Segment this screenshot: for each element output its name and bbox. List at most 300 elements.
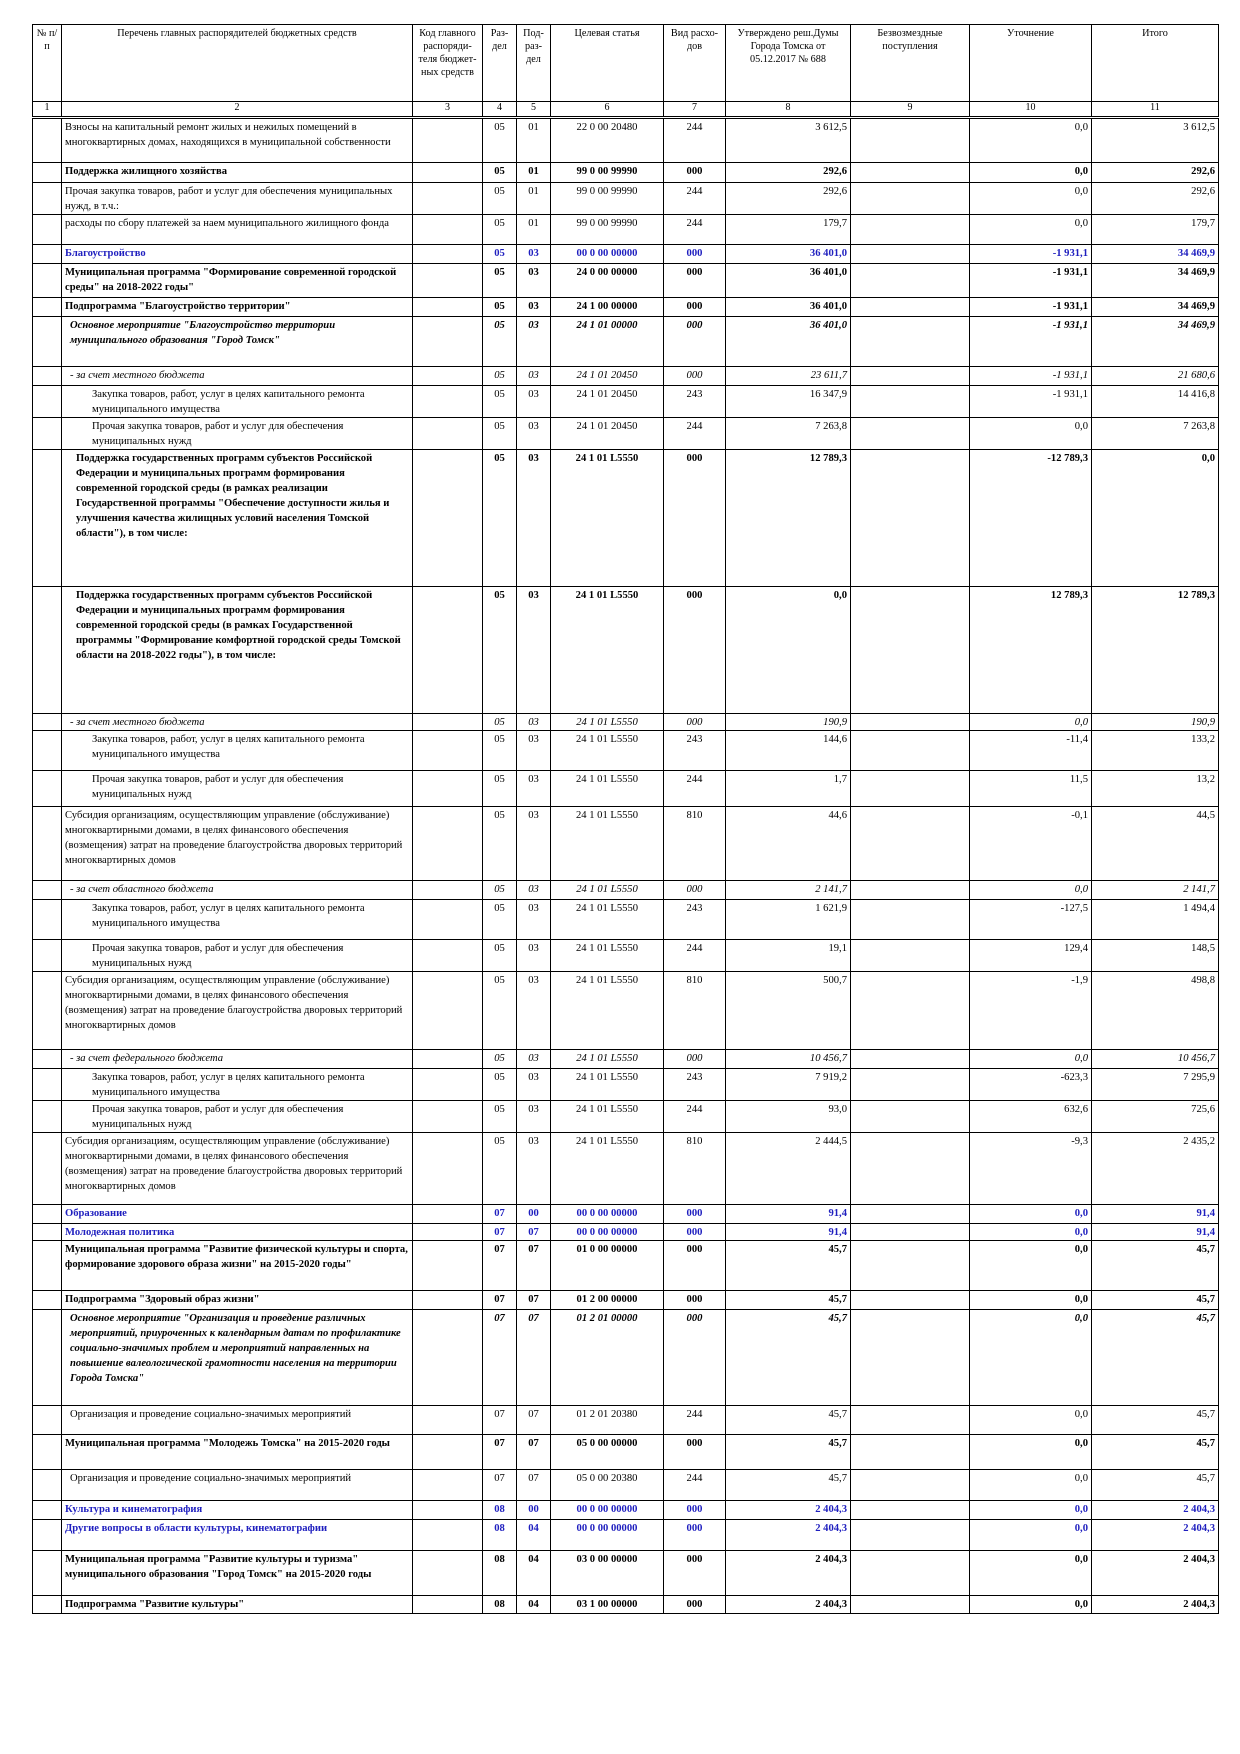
row-type-cell: 000 [664, 245, 726, 264]
row-approved-cell: 179,7 [726, 215, 851, 245]
row-type-cell: 000 [664, 1520, 726, 1551]
row-num-cell [33, 163, 62, 183]
row-target-cell: 24 1 01 L5550 [551, 900, 664, 940]
row-podrazdel-cell: 03 [517, 714, 551, 731]
col-header-razdel: Раз-дел [483, 25, 517, 102]
row-grants-cell [851, 183, 970, 215]
row-num-cell [33, 1435, 62, 1470]
row-adjust-cell: 632,6 [970, 1101, 1092, 1133]
row-total-cell: 45,7 [1092, 1310, 1219, 1406]
row-approved-cell: 36 401,0 [726, 298, 851, 317]
row-grants-cell [851, 245, 970, 264]
row-podrazdel-cell: 01 [517, 118, 551, 163]
row-total-cell: 292,6 [1092, 183, 1219, 215]
row-total-cell: 133,2 [1092, 731, 1219, 771]
row-razdel-cell: 05 [483, 264, 517, 298]
row-num-cell [33, 771, 62, 807]
row-adjust-cell: -623,3 [970, 1069, 1092, 1101]
row-approved-cell: 3 612,5 [726, 118, 851, 163]
row-code-cell [413, 1050, 483, 1069]
row-approved-cell: 144,6 [726, 731, 851, 771]
row-type-cell: 000 [664, 367, 726, 386]
row-code-cell [413, 264, 483, 298]
row-adjust-cell: 0,0 [970, 1241, 1092, 1291]
row-name-cell: Прочая закупка товаров, работ и услуг для обеспечения муниципальных нужд [62, 1101, 413, 1133]
row-adjust-cell: -1 931,1 [970, 367, 1092, 386]
row-grants-cell [851, 450, 970, 587]
row-type-cell: 000 [664, 587, 726, 714]
row-approved-cell: 10 456,7 [726, 1050, 851, 1069]
table-row [33, 163, 1219, 183]
row-name-cell: Закупка товаров, работ, услуг в целях капитального ремонта муниципального имущества [62, 1069, 413, 1101]
row-target-cell: 24 1 01 20450 [551, 386, 664, 418]
row-target-cell: 99 0 00 99990 [551, 163, 664, 183]
table-row [33, 940, 1219, 972]
row-approved-cell: 12 789,3 [726, 450, 851, 587]
row-num-cell [33, 714, 62, 731]
row-podrazdel-cell: 03 [517, 1050, 551, 1069]
row-razdel-cell: 07 [483, 1291, 517, 1310]
row-total-cell: 34 469,9 [1092, 298, 1219, 317]
row-code-cell [413, 587, 483, 714]
row-num-cell [33, 450, 62, 587]
table-row [33, 1101, 1219, 1133]
table-row [33, 1470, 1219, 1501]
row-total-cell: 45,7 [1092, 1241, 1219, 1291]
row-code-cell [413, 1133, 483, 1205]
row-total-cell: 13,2 [1092, 771, 1219, 807]
row-num-cell [33, 386, 62, 418]
row-razdel-cell: 05 [483, 450, 517, 587]
row-type-cell: 000 [664, 298, 726, 317]
row-grants-cell [851, 1520, 970, 1551]
row-adjust-cell: -11,4 [970, 731, 1092, 771]
col-number: 4 [483, 102, 517, 118]
row-approved-cell: 2 404,3 [726, 1596, 851, 1614]
row-approved-cell: 36 401,0 [726, 317, 851, 367]
row-approved-cell: 1 621,9 [726, 900, 851, 940]
row-razdel-cell: 05 [483, 418, 517, 450]
row-adjust-cell: 0,0 [970, 1551, 1092, 1596]
row-approved-cell: 1,7 [726, 771, 851, 807]
budget-table [32, 24, 1219, 1614]
row-name-cell: Подпрограмма "Развитие культуры" [62, 1596, 413, 1614]
row-name-cell: Культура и кинематография [62, 1501, 413, 1520]
row-grants-cell [851, 1050, 970, 1069]
row-code-cell [413, 1596, 483, 1614]
row-num-cell [33, 807, 62, 881]
row-adjust-cell: 0,0 [970, 1291, 1092, 1310]
row-podrazdel-cell: 04 [517, 1551, 551, 1596]
row-approved-cell: 16 347,9 [726, 386, 851, 418]
row-razdel-cell: 05 [483, 972, 517, 1050]
row-type-cell: 244 [664, 1470, 726, 1501]
row-type-cell: 000 [664, 881, 726, 900]
row-grants-cell [851, 900, 970, 940]
table-row [33, 386, 1219, 418]
row-name-cell: Субсидия организациям, осуществляющим управление (обслуживание) многоквартирными домами, в целях финансового обеспечения (возмещения) затрат на проведение благоустройства дворовых территорий многоквартирных домов [62, 972, 413, 1050]
table-row [33, 1551, 1219, 1596]
row-type-cell: 000 [664, 1241, 726, 1291]
row-code-cell [413, 367, 483, 386]
row-code-cell [413, 1520, 483, 1551]
row-podrazdel-cell: 01 [517, 215, 551, 245]
col-number: 11 [1092, 102, 1219, 118]
row-grants-cell [851, 771, 970, 807]
row-total-cell: 1 494,4 [1092, 900, 1219, 940]
row-type-cell: 000 [664, 163, 726, 183]
row-grants-cell [851, 1241, 970, 1291]
row-num-cell [33, 1069, 62, 1101]
row-approved-cell: 45,7 [726, 1241, 851, 1291]
row-type-cell: 000 [664, 1205, 726, 1224]
row-approved-cell: 36 401,0 [726, 245, 851, 264]
row-adjust-cell: -1 931,1 [970, 245, 1092, 264]
col-header-podrazdel: Под-раз-дел [517, 25, 551, 102]
row-type-cell: 244 [664, 940, 726, 972]
row-target-cell: 24 1 01 L5550 [551, 1069, 664, 1101]
row-podrazdel-cell: 03 [517, 386, 551, 418]
row-grants-cell [851, 1406, 970, 1435]
row-name-cell: Субсидия организациям, осуществляющим управление (обслуживание) многоквартирными домами, в целях финансового обеспечения (возмещения) затрат на проведение благоустройства дворовых территорий многоквартирных домов [62, 807, 413, 881]
col-number: 3 [413, 102, 483, 118]
row-name-cell: Муниципальная программа "Развитие культуры и туризма" муниципального образования "Город Томск" на 2015-2020 годы [62, 1551, 413, 1596]
row-target-cell: 05 0 00 20380 [551, 1470, 664, 1501]
row-target-cell: 01 2 01 20380 [551, 1406, 664, 1435]
row-adjust-cell: -1 931,1 [970, 386, 1092, 418]
row-razdel-cell: 05 [483, 900, 517, 940]
table-row [33, 900, 1219, 940]
row-num-cell [33, 1291, 62, 1310]
row-num-cell [33, 264, 62, 298]
row-num-cell [33, 215, 62, 245]
row-target-cell: 99 0 00 99990 [551, 215, 664, 245]
row-total-cell: 292,6 [1092, 163, 1219, 183]
row-target-cell: 24 1 01 20450 [551, 367, 664, 386]
row-num-cell [33, 118, 62, 163]
row-target-cell: 99 0 00 99990 [551, 183, 664, 215]
row-code-cell [413, 714, 483, 731]
row-code-cell [413, 1291, 483, 1310]
row-name-cell: Поддержка государственных программ субъектов Российской Федерации и муниципальных программ формирования современной городской среды (в рамках Государственной программы "Формирование комфортной городской среды Томской области на 2018-2022 годы"), в том числе: [62, 587, 413, 714]
row-podrazdel-cell: 03 [517, 298, 551, 317]
row-adjust-cell: -1 931,1 [970, 317, 1092, 367]
table-row [33, 1133, 1219, 1205]
row-num-cell [33, 1133, 62, 1205]
row-type-cell: 243 [664, 900, 726, 940]
row-type-cell: 243 [664, 731, 726, 771]
table-row [33, 418, 1219, 450]
table-row [33, 1069, 1219, 1101]
row-code-cell [413, 731, 483, 771]
row-razdel-cell: 08 [483, 1596, 517, 1614]
row-approved-cell: 91,4 [726, 1205, 851, 1224]
table-row [33, 1050, 1219, 1069]
row-grants-cell [851, 1224, 970, 1241]
row-grants-cell [851, 587, 970, 714]
row-adjust-cell: 0,0 [970, 215, 1092, 245]
row-adjust-cell: 0,0 [970, 714, 1092, 731]
col-number: 7 [664, 102, 726, 118]
col-header-type: Вид расхо-дов [664, 25, 726, 102]
row-num-cell [33, 1050, 62, 1069]
row-razdel-cell: 05 [483, 940, 517, 972]
row-podrazdel-cell: 03 [517, 1101, 551, 1133]
col-number: 9 [851, 102, 970, 118]
row-razdel-cell: 07 [483, 1470, 517, 1501]
row-target-cell: 00 0 00 00000 [551, 1520, 664, 1551]
row-code-cell [413, 183, 483, 215]
row-type-cell: 244 [664, 1101, 726, 1133]
row-code-cell [413, 298, 483, 317]
row-total-cell: 21 680,6 [1092, 367, 1219, 386]
header-row [33, 25, 1219, 102]
row-approved-cell: 45,7 [726, 1435, 851, 1470]
table-row [33, 264, 1219, 298]
row-approved-cell: 93,0 [726, 1101, 851, 1133]
table-row [33, 298, 1219, 317]
table-row [33, 183, 1219, 215]
row-approved-cell: 292,6 [726, 183, 851, 215]
row-num-cell [33, 1520, 62, 1551]
row-code-cell [413, 215, 483, 245]
row-total-cell: 7 295,9 [1092, 1069, 1219, 1101]
row-name-cell: Молодежная политика [62, 1224, 413, 1241]
row-type-cell: 243 [664, 386, 726, 418]
row-total-cell: 45,7 [1092, 1291, 1219, 1310]
row-code-cell [413, 450, 483, 587]
row-approved-cell: 2 141,7 [726, 881, 851, 900]
row-target-cell: 01 2 00 00000 [551, 1291, 664, 1310]
row-podrazdel-cell: 03 [517, 1133, 551, 1205]
row-razdel-cell: 05 [483, 587, 517, 714]
row-approved-cell: 91,4 [726, 1224, 851, 1241]
row-adjust-cell: 12 789,3 [970, 587, 1092, 714]
table-row [33, 1435, 1219, 1470]
table-row [33, 450, 1219, 587]
row-num-cell [33, 940, 62, 972]
row-num-cell [33, 1241, 62, 1291]
row-approved-cell: 2 404,3 [726, 1501, 851, 1520]
row-approved-cell: 292,6 [726, 163, 851, 183]
table-row [33, 1501, 1219, 1520]
row-type-cell: 244 [664, 118, 726, 163]
row-code-cell [413, 1501, 483, 1520]
row-num-cell [33, 367, 62, 386]
row-podrazdel-cell: 01 [517, 183, 551, 215]
row-total-cell: 0,0 [1092, 450, 1219, 587]
row-razdel-cell: 05 [483, 1101, 517, 1133]
row-code-cell [413, 1406, 483, 1435]
row-num-cell [33, 1310, 62, 1406]
row-razdel-cell: 07 [483, 1241, 517, 1291]
row-target-cell: 24 1 01 L5550 [551, 1050, 664, 1069]
col-number: 2 [62, 102, 413, 118]
row-podrazdel-cell: 07 [517, 1241, 551, 1291]
row-grants-cell [851, 418, 970, 450]
row-podrazdel-cell: 00 [517, 1501, 551, 1520]
row-target-cell: 24 1 01 L5550 [551, 940, 664, 972]
row-num-cell [33, 298, 62, 317]
row-code-cell [413, 1205, 483, 1224]
row-target-cell: 24 0 00 00000 [551, 264, 664, 298]
row-total-cell: 2 404,3 [1092, 1596, 1219, 1614]
row-code-cell [413, 900, 483, 940]
row-code-cell [413, 807, 483, 881]
row-podrazdel-cell: 03 [517, 367, 551, 386]
row-podrazdel-cell: 04 [517, 1596, 551, 1614]
row-approved-cell: 7 919,2 [726, 1069, 851, 1101]
row-num-cell [33, 1596, 62, 1614]
col-number: 6 [551, 102, 664, 118]
row-podrazdel-cell: 03 [517, 264, 551, 298]
row-target-cell: 24 1 01 00000 [551, 317, 664, 367]
row-total-cell: 2 404,3 [1092, 1520, 1219, 1551]
row-target-cell: 24 1 01 L5550 [551, 881, 664, 900]
row-name-cell: Муниципальная программа "Развитие физической культуры и спорта, формирование здорового образа жизни" на 2015-2020 годы" [62, 1241, 413, 1291]
row-target-cell: 24 1 01 L5550 [551, 1133, 664, 1205]
row-adjust-cell: 0,0 [970, 881, 1092, 900]
row-razdel-cell: 05 [483, 317, 517, 367]
row-approved-cell: 45,7 [726, 1470, 851, 1501]
row-grants-cell [851, 367, 970, 386]
row-podrazdel-cell: 03 [517, 317, 551, 367]
row-name-cell: - за счет местного бюджета [62, 714, 413, 731]
row-total-cell: 91,4 [1092, 1224, 1219, 1241]
row-target-cell: 00 0 00 00000 [551, 245, 664, 264]
row-total-cell: 44,5 [1092, 807, 1219, 881]
row-podrazdel-cell: 03 [517, 972, 551, 1050]
table-body [33, 118, 1219, 1614]
row-podrazdel-cell: 00 [517, 1205, 551, 1224]
row-total-cell: 2 404,3 [1092, 1551, 1219, 1596]
row-podrazdel-cell: 03 [517, 1069, 551, 1101]
table-row [33, 587, 1219, 714]
row-podrazdel-cell: 03 [517, 940, 551, 972]
table-row [33, 1241, 1219, 1291]
row-razdel-cell: 05 [483, 1069, 517, 1101]
row-adjust-cell: 0,0 [970, 1501, 1092, 1520]
row-podrazdel-cell: 01 [517, 163, 551, 183]
col-header-total: Итого [1092, 25, 1219, 102]
row-num-cell [33, 972, 62, 1050]
row-code-cell [413, 245, 483, 264]
row-razdel-cell: 05 [483, 215, 517, 245]
row-approved-cell: 190,9 [726, 714, 851, 731]
row-adjust-cell: 0,0 [970, 163, 1092, 183]
row-approved-cell: 7 263,8 [726, 418, 851, 450]
row-type-cell: 243 [664, 1069, 726, 1101]
row-name-cell: Поддержка государственных программ субъектов Российской Федерации и муниципальных программ формирования современной городской среды (в рамках реализации Государственной программы "Обеспечение доступности жилья и улучшения качества жилищных условий населения Томской области"), в том числе: [62, 450, 413, 587]
row-type-cell: 810 [664, 972, 726, 1050]
row-grants-cell [851, 298, 970, 317]
row-code-cell [413, 1101, 483, 1133]
row-num-cell [33, 1551, 62, 1596]
row-code-cell [413, 771, 483, 807]
row-podrazdel-cell: 03 [517, 771, 551, 807]
row-target-cell: 24 1 01 L5550 [551, 714, 664, 731]
row-name-cell: Закупка товаров, работ, услуг в целях капитального ремонта муниципального имущества [62, 900, 413, 940]
row-grants-cell [851, 972, 970, 1050]
row-adjust-cell: 0,0 [970, 1406, 1092, 1435]
row-num-cell [33, 731, 62, 771]
row-total-cell: 190,9 [1092, 714, 1219, 731]
row-podrazdel-cell: 03 [517, 731, 551, 771]
table-row [33, 1205, 1219, 1224]
row-grants-cell [851, 807, 970, 881]
row-adjust-cell: -12 789,3 [970, 450, 1092, 587]
row-razdel-cell: 05 [483, 386, 517, 418]
row-name-cell: Организация и проведение социально-значимых мероприятий [62, 1406, 413, 1435]
row-code-cell [413, 940, 483, 972]
row-name-cell: - за счет федерального бюджета [62, 1050, 413, 1069]
row-code-cell [413, 881, 483, 900]
row-grants-cell [851, 1205, 970, 1224]
row-podrazdel-cell: 04 [517, 1520, 551, 1551]
row-razdel-cell: 05 [483, 881, 517, 900]
col-header-num: № п/п [33, 25, 62, 102]
row-grants-cell [851, 940, 970, 972]
row-podrazdel-cell: 03 [517, 418, 551, 450]
row-podrazdel-cell: 03 [517, 245, 551, 264]
row-grants-cell [851, 317, 970, 367]
row-target-cell: 24 1 01 L5550 [551, 771, 664, 807]
row-podrazdel-cell: 07 [517, 1310, 551, 1406]
row-target-cell: 00 0 00 00000 [551, 1224, 664, 1241]
column-number-row [33, 102, 1219, 118]
row-razdel-cell: 05 [483, 298, 517, 317]
row-approved-cell: 44,6 [726, 807, 851, 881]
row-target-cell: 24 1 01 L5550 [551, 807, 664, 881]
row-code-cell [413, 1241, 483, 1291]
row-target-cell: 03 0 00 00000 [551, 1551, 664, 1596]
row-razdel-cell: 07 [483, 1224, 517, 1241]
table-row [33, 807, 1219, 881]
row-code-cell [413, 317, 483, 367]
row-type-cell: 000 [664, 1310, 726, 1406]
col-header-code: Код главного распоряди-теля бюджет-ных средств [413, 25, 483, 102]
row-num-cell [33, 1470, 62, 1501]
row-total-cell: 2 404,3 [1092, 1501, 1219, 1520]
row-num-cell [33, 1501, 62, 1520]
row-num-cell [33, 587, 62, 714]
table-row [33, 771, 1219, 807]
row-type-cell: 000 [664, 1596, 726, 1614]
row-approved-cell: 23 611,7 [726, 367, 851, 386]
row-name-cell: Субсидия организациям, осуществляющим управление (обслуживание) многоквартирными домами, в целях финансового обеспечения (возмещения) затрат на проведение благоустройства дворовых территорий многоквартирных домов [62, 1133, 413, 1205]
row-adjust-cell: -1 931,1 [970, 298, 1092, 317]
row-grants-cell [851, 118, 970, 163]
col-header-name: Перечень главных распорядителей бюджетных средств [62, 25, 413, 102]
row-name-cell: Муниципальная программа "Формирование современной городской среды" на 2018-2022 годы" [62, 264, 413, 298]
row-grants-cell [851, 215, 970, 245]
row-total-cell: 2 141,7 [1092, 881, 1219, 900]
row-type-cell: 810 [664, 807, 726, 881]
row-num-cell [33, 245, 62, 264]
row-adjust-cell: 0,0 [970, 1050, 1092, 1069]
row-approved-cell: 45,7 [726, 1310, 851, 1406]
row-approved-cell: 2 404,3 [726, 1551, 851, 1596]
row-approved-cell: 19,1 [726, 940, 851, 972]
row-grants-cell [851, 1435, 970, 1470]
row-type-cell: 244 [664, 1406, 726, 1435]
row-total-cell: 7 263,8 [1092, 418, 1219, 450]
row-grants-cell [851, 714, 970, 731]
row-target-cell: 24 1 01 L5550 [551, 1101, 664, 1133]
row-approved-cell: 2 444,5 [726, 1133, 851, 1205]
row-podrazdel-cell: 07 [517, 1291, 551, 1310]
row-adjust-cell: 0,0 [970, 1205, 1092, 1224]
